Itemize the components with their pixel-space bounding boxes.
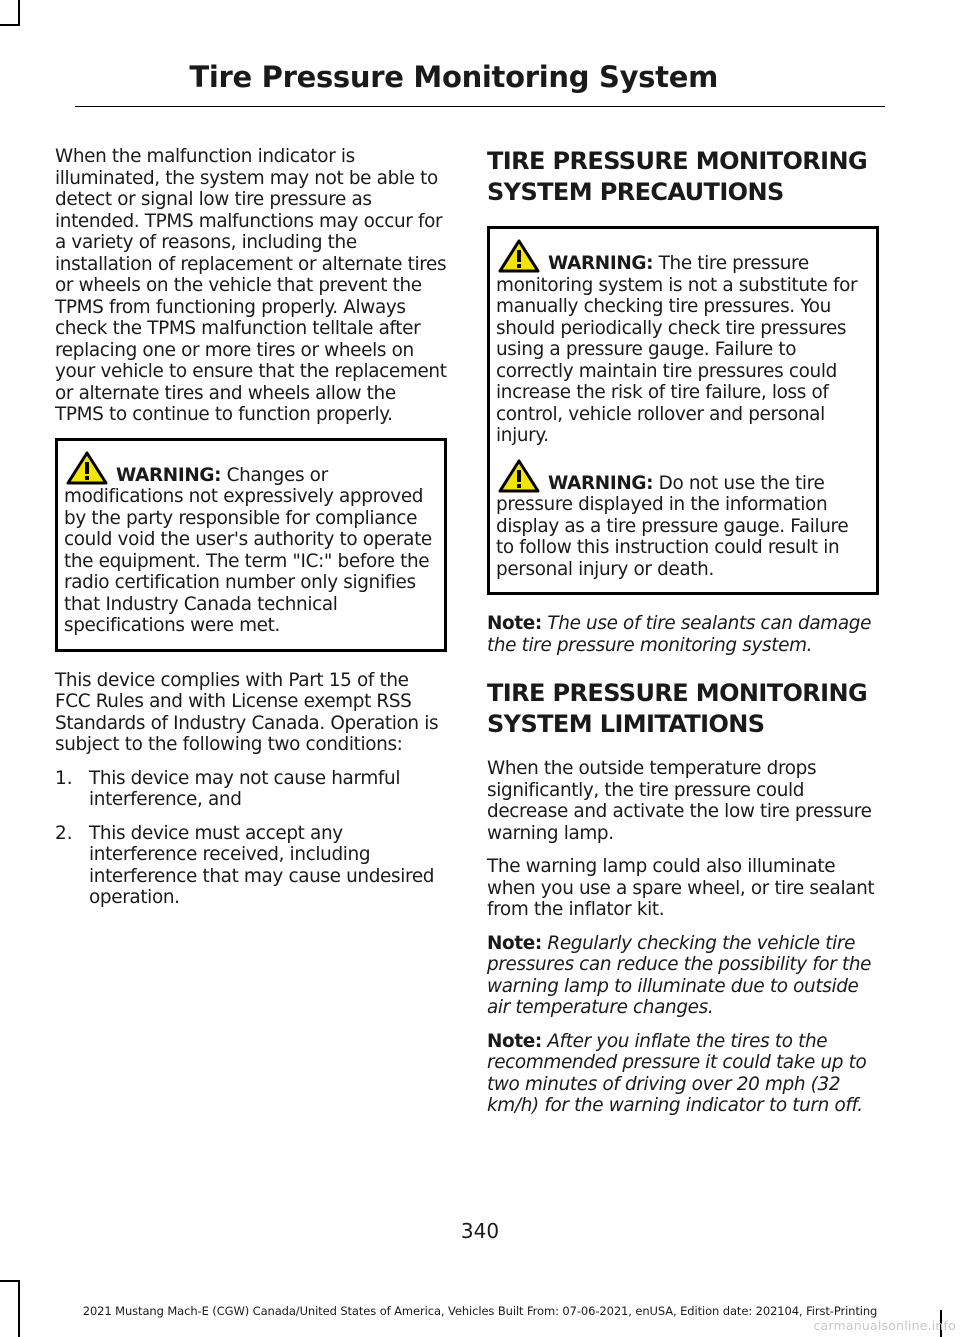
list-item [55, 823, 447, 909]
warning-body: Changes or modifications not expressively approved by the party responsible for compliance could void the user's authority to operate the equipment. The term "IC:" before the radio certification number only signifies that Industry Canada technical specifications were met. [64, 464, 432, 636]
malfunction-paragraph: When the malfunction indicator is illuminated, the system may not be able to detect or signal low tire pressure as intended. TPMS malfunctions may occur for a variety of reasons, including the installation of replacement or alternate tires or wheels on the vehicle that prevent the TPMS from functioning properly. Always check the TPMS malfunction telltale after replacing one or more tires or wheels on your vehicle to ensure that the replacement or alternate tires and wheels allow the TPMS to continue to function properly. [55, 146, 447, 425]
note-label: Note: [487, 613, 542, 634]
warning-box-modifications [55, 438, 447, 652]
warning-body: The tire pressure monitoring system is not a substitute for manually checking tire pressures. You should periodically check tire pressures using a pressure gauge. Failure to correctly maintain tire pressures could increase the risk of tire failure, loss of control, vehicle rollover and personal injury. [496, 253, 858, 446]
limitations-heading [487, 678, 879, 740]
right-column [487, 146, 879, 1129]
spare-wheel-paragraph: The warning lamp could also illuminate when you use a spare wheel, or tire sealant from the inflator kit. [487, 856, 875, 920]
left-column [55, 146, 447, 921]
header-divider [75, 106, 885, 107]
temperature-paragraph: When the outside temperature drops significantly, the tire pressure could decrease and activate the low tire pressure warning lamp. [487, 758, 872, 844]
warning-label: WARNING: [548, 472, 654, 494]
note-inflate [487, 1031, 879, 1117]
fcc-paragraph: This device complies with Part 15 of the FCC Rules and with License exempt RSS Standards of Industry Canada. Operation is subject to the following two conditions: [55, 669, 439, 755]
page-title: Tire Pressure Monitoring System [189, 60, 718, 94]
heading-line: SYSTEM LIMITATIONS [487, 710, 765, 738]
warning-label: WARNING: [116, 464, 222, 486]
note-label: Note: [487, 932, 542, 954]
heading-line: TIRE PRESSURE MONITORING [487, 147, 868, 175]
crop-mark [0, 1280, 20, 1282]
heading-line: SYSTEM PRECAUTIONS [487, 178, 784, 206]
page-number: 340 [460, 1219, 500, 1243]
crop-mark [18, 0, 20, 24]
watermark: carmanualsonline.info [813, 1318, 956, 1333]
note-regular-check [487, 933, 879, 1019]
warning-box-precautions [487, 226, 879, 595]
precautions-heading [487, 146, 879, 208]
list-item-text: This device may not cause harmful interference, and [89, 767, 401, 810]
heading-line: TIRE PRESSURE MONITORING [487, 679, 868, 707]
warning-text [496, 239, 870, 447]
warning-body: Do not use the tire pressure displayed in the information display as a tire pressure gauge. Failure to follow this instruction could result in personal injury or death. [496, 472, 849, 580]
list-item-number: 2. [55, 822, 73, 844]
warning-text [64, 451, 438, 637]
note-body: The use of tire sealants can damage the tire pressure monitoring system. [487, 613, 872, 656]
list-item-number: 1. [55, 767, 73, 789]
crop-mark [0, 24, 20, 26]
warning-triangle-icon [66, 451, 108, 485]
warning-triangle-icon [498, 239, 540, 273]
warning-label: WARNING: [548, 253, 654, 274]
list-item-text: This device must accept any interference received, including interference that may cause undesired operation. [89, 822, 435, 908]
note-label: Note: [487, 1030, 542, 1052]
note-sealants [487, 613, 879, 656]
footer-edition-info: 2021 Mustang Mach-E (CGW) Canada/United States of America, Vehicles Built From: 07-06-2021, enUSA, Edition date: 202104, First-Printing [82, 1304, 878, 1318]
conditions-list [55, 768, 447, 909]
note-body: After you inflate the tires to the recommended pressure it could take up to two minutes of driving over 20 mph (32 km/h) for the warning indicator to turn off. [487, 1030, 867, 1116]
warning-text [496, 459, 870, 581]
list-item [55, 768, 447, 811]
note-body: Regularly checking the vehicle tire pressures can reduce the possibility for the warning lamp to illuminate due to outside air temperature changes. [487, 932, 872, 1018]
warning-triangle-icon [498, 459, 540, 493]
